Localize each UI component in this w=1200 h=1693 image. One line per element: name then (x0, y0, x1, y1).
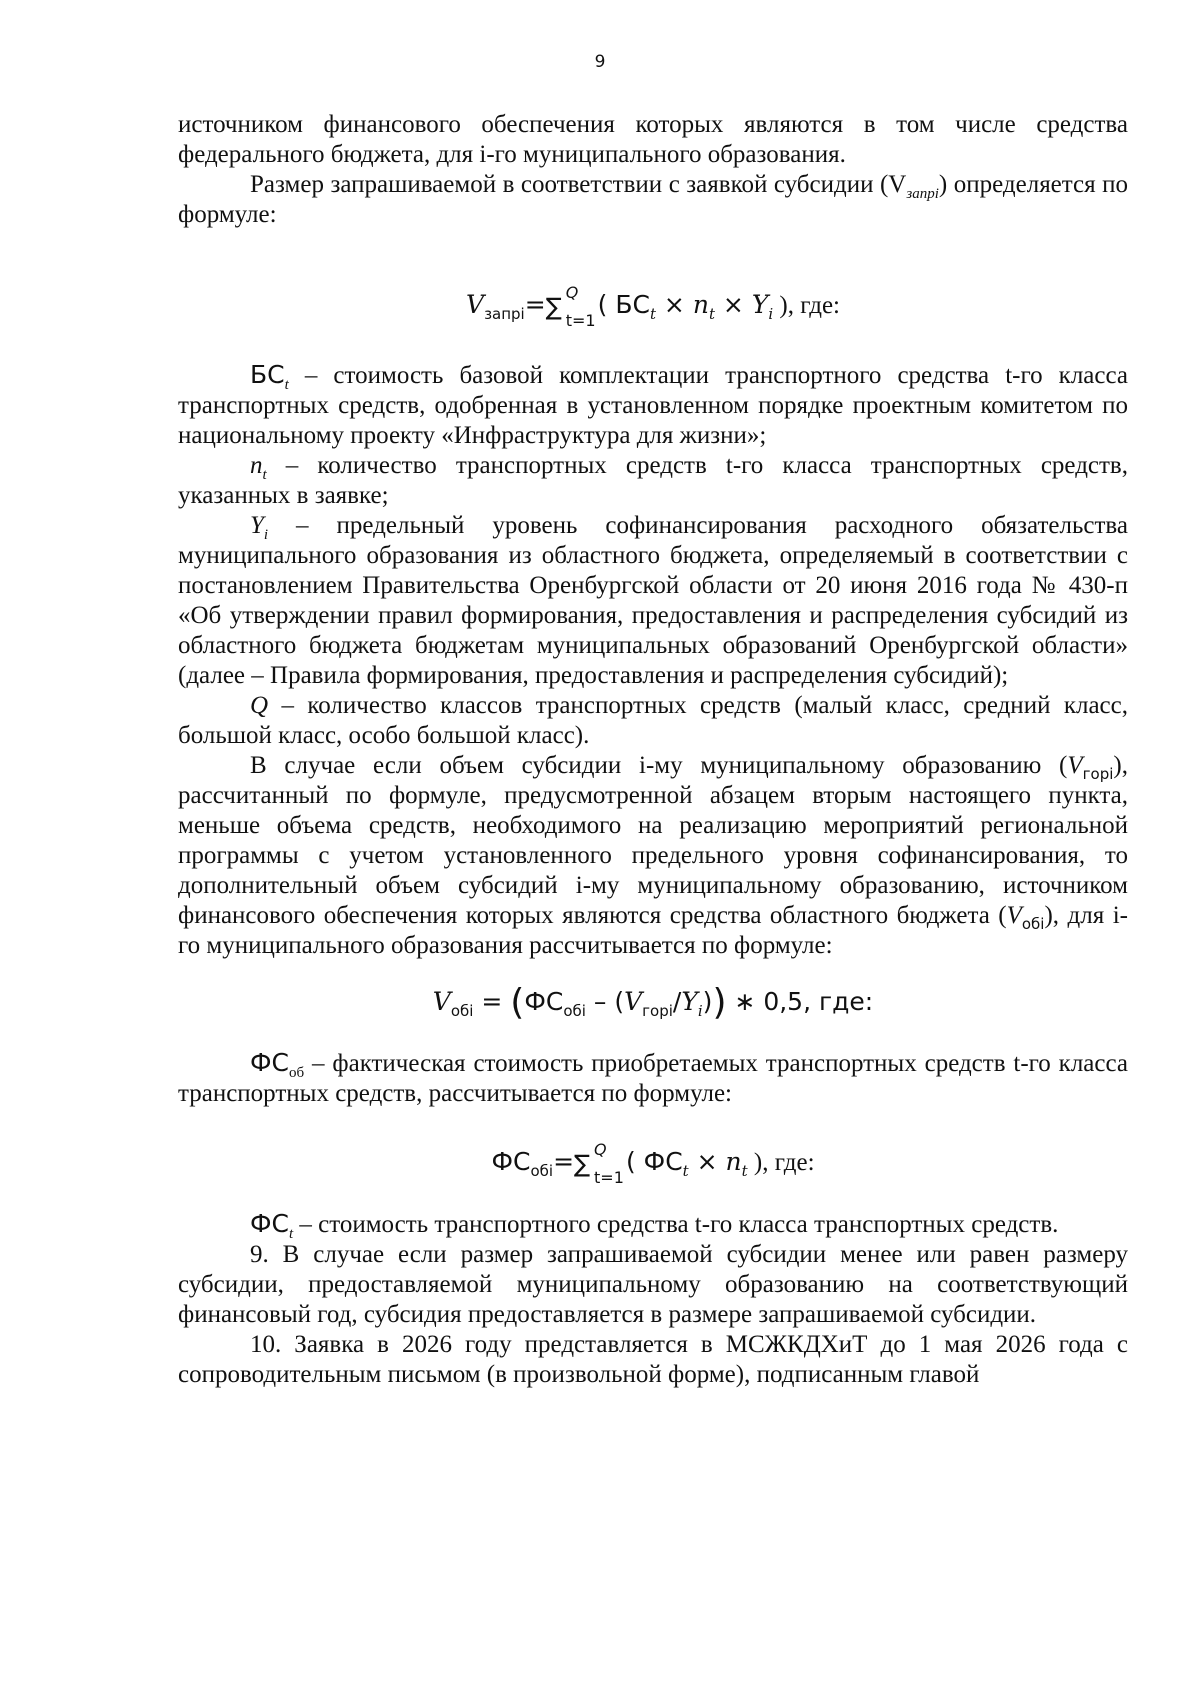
page-number: 9 (594, 52, 606, 72)
formula-actual-cost: $ФС_{обi}=$ ∑ Q t=1 ( $ФС_t \times n_t$ ), где: (491, 1140, 815, 1187)
document-body (178, 110, 1128, 1390)
formula-request-subsidy: $V_{запрi}=$ ∑ Q t=1 ( $БС_t \times n_t \times Y_i$ ), где: (466, 283, 840, 330)
definition-fs: $ФС_{об}$ – фактическая стоимость приобретаемых транспортных средств t-го класса транспортных средств, рассчитывается по формуле: (178, 1048, 1128, 1107)
paragraph-10: 10. Заявка в 2026 году представляется в МСЖКДХиТ до 1 мая 2026 года с сопроводительным письмом (в произвольной форме), подписанным главой (178, 1331, 1128, 1388)
paragraph-9: 9. В случае если размер запрашиваемой субсидии менее или равен размеру субсидии, предоставляемой муниципальному образованию на соответствующий финансовый год, субсидия предоставляется в размере запрашиваемой субсидии. (178, 1241, 1128, 1328)
paragraph-additional-subsidy: В случае если объем субсидии i-му муниципальному образованию $(V_{горi})$, рассчитанный по формуле, предусмотренной абзацем вторым настоящего пункта, меньше объема средств, необходимого на реализацию мероприятий региональной программы с учетом установленного предельного уровня софинансирования, то дополнительный объем субсидий i-му муниципальному образованию, источником финансового обеспечения которых являются средства областного бюджета $(V_{обi})$, для i-го муниципального образования рассчитывается по формуле: (178, 752, 1128, 959)
definition-n: $n_t$ – количество транспортных средств t-го класса транспортных средств, указанных в заявке; (178, 452, 1128, 509)
formula-additional-subsidy: $V_{обi} = (ФС_{обi} - (V_{горi}/Y_i))$ ∗ 0,5, где: (432, 982, 874, 1023)
definition-bs: $БС_t$ – стоимость базовой комплектации транспортного средства t-го класса транспортных средств, одобренная в установленном порядке проектным комитетом по национальному проекту «Инфраструктура для жизни»; (178, 360, 1128, 449)
definition-q: Q – количество классов транспортных средств (малый класс, средний класс, большой класс, особо большой класс). (178, 692, 1128, 749)
definition-y: $Y_i$ – предельный уровень софинансирования расходного обязательства муниципального образования из областного бюджета, определяемый в соответствии с постановлением Правительства Оренбургской области от 20 июня 2016 года № 430-п «Об утверждении правил формирования, предоставления и распределения субсидий из областного бюджета бюджетам муниципальных образований Оренбургской области» (далее – Правила формирования, предоставления и распределения субсидий); (178, 512, 1128, 689)
definition-fst: $ФС_t$ – стоимость транспортного средства t-го класса транспортных средств. (250, 1209, 1059, 1242)
paragraph-request-size: Размер запрашиваемой в соответствии с заявкой субсидии $(V_{запрi})$ определяется по формуле: (178, 171, 1129, 228)
paragraph-continuation: источником финансового обеспечения которых являются в том числе средства федерального бюджета, для i-го муниципального образования. (178, 111, 1128, 168)
